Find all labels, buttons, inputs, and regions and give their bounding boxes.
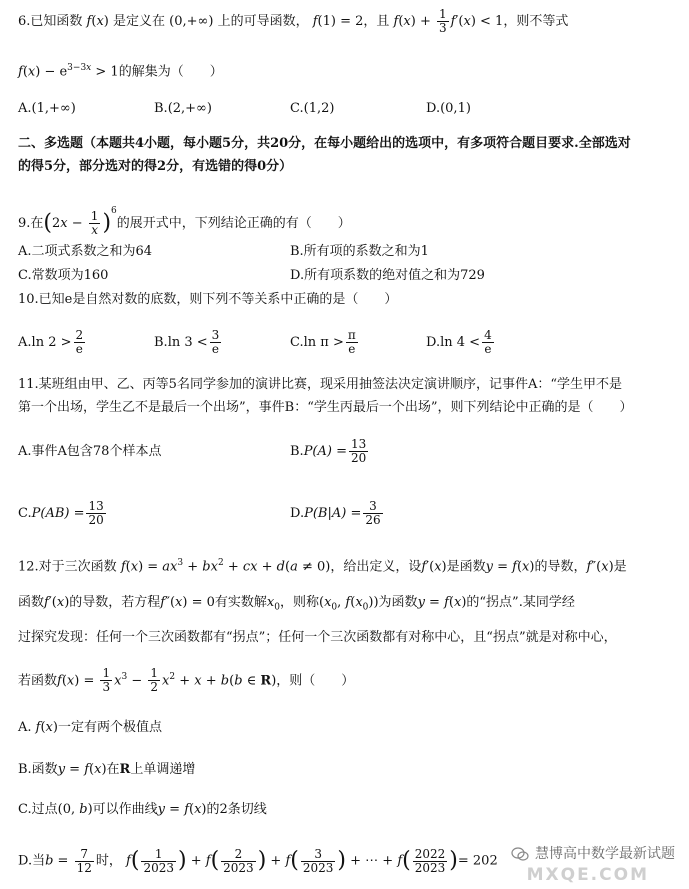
fraction-one-third: $\frac{1}{3}$: [439, 7, 447, 35]
q11-option-d[interactable]: D.P(B|A) = $\frac{3}{26}$: [290, 499, 381, 527]
q12-stem-line1: 12.对于三次函数 $f(x) = ax^3 + bx^2$ + cx + d(a ≠ 0)，给出定义，设f′(x)是函数y = f(x)的导数，f″(x)是: [18, 558, 627, 575]
q12-stem-line4: 若函数f(x) = $\frac{1}{3}$ $x^3$ − $\frac{1}{2}$ $x^2 + x + b(b$ ∈ R)，则（ ）: [18, 666, 355, 695]
q11-stem-line1: 11.某班组由甲、乙、丙等5名同学参加的演讲比赛，现采用抽签法决定演讲顺序，记事件A：“学生甲不是: [18, 377, 622, 392]
q10-options: [18, 326, 675, 362]
section2-heading-line2: 的得5分，部分选对的得2分，有选错的得0分）: [18, 159, 293, 174]
q11-options-row2: [18, 494, 675, 534]
q6-option-c[interactable]: C.(1,2): [290, 101, 335, 116]
q6-stem-line2: $f(x) - e^{3-3x} > 1$的解集为（ ）: [18, 63, 223, 80]
q11-option-c[interactable]: C.P(AB) = $\frac{13}{20}$: [18, 499, 104, 527]
q11-options-row1: [18, 432, 675, 472]
q9-option-d[interactable]: D.所有项系数的绝对值之和为729: [290, 268, 485, 283]
section2-heading-line1: 二、多选题（本题共4小题，每小题5分，共20分，在每小题给出的选项中，有多项符合题目要求.全部选对: [18, 136, 631, 151]
q11-option-a[interactable]: A.事件A包含78个样本点: [18, 444, 162, 459]
q12-option-d[interactable]: D.当b = $\frac{7}{12}$ 时， f( $\frac{1}{2023}$ ) + f( $\frac{2}{2023}$ ) + f( $\frac{3}{2023}$ ) + ⋯ + f( $\frac{2022}{2023}$ )= 202: [18, 846, 498, 875]
q12-option-b[interactable]: B.函数y = f(x)在R上单调递增: [18, 762, 196, 777]
q9-stem: 9.在(2x − $\frac{1}{x}$ )$^6$的展开式中，下列结论正确的有（ ）: [18, 206, 351, 237]
q6-option-d[interactable]: D.(0,1): [426, 101, 471, 116]
q9-options-row1: [18, 241, 675, 265]
q6-stem-line1: 6.已知函数 f(x) 是定义在 (0,+∞) 上的可导函数， f(1) = 2，且 f(x) + $\frac{1}{3}$ f′(x) < 1，则不等式: [18, 7, 569, 35]
q12-stem-line2: 函数f′(x)的导数，若方程f″(x) = 0有实数解$x_0$，则称($x_0$, $f(x_0)$)为函数y = f(x)的“拐点”.某同学经: [18, 595, 575, 613]
q10-option-c[interactable]: C.ln π > $\frac{\pi}{e}$: [290, 328, 356, 356]
wechat-icon: [511, 847, 529, 861]
q10-option-a[interactable]: A.ln 2 > $\frac{2}{e}$: [18, 328, 84, 356]
fraction-one-over-x: $\frac{1}{x}$: [90, 209, 99, 237]
q10-stem: 10.已知e是自然对数的底数，则下列不等关系中正确的是（ ）: [18, 292, 398, 307]
watermark-url: MXQE.COM: [526, 865, 649, 885]
q6-options: [18, 98, 675, 122]
q6-option-b[interactable]: B.(2,+∞): [154, 101, 212, 116]
watermark-text: 慧博高中数学最新试题: [535, 846, 675, 862]
q9-option-c[interactable]: C.常数项为160: [18, 268, 109, 283]
q12-option-a[interactable]: A. f(x)一定有两个极值点: [18, 720, 162, 735]
q9-option-a[interactable]: A.二项式系数之和为64: [18, 244, 153, 259]
q12-option-c[interactable]: C.过点(0, b)可以作曲线y = f(x)的2条切线: [18, 802, 267, 817]
q10-option-b[interactable]: B.ln 3 < $\frac{3}{e}$: [154, 328, 220, 356]
q11-option-b[interactable]: B.P(A) = $\frac{13}{20}$: [290, 437, 367, 465]
q9-option-b[interactable]: B.所有项的系数之和为1: [290, 244, 429, 259]
q11-stem-line2: 第一个出场，学生乙不是最后一个出场”，事件B：“学生丙最后一个出场”，则下列结论中正确的是（ ）: [18, 400, 633, 415]
q9-options-row2: [18, 265, 675, 289]
q6-option-a[interactable]: A.(1,+∞): [18, 101, 76, 116]
q10-option-d[interactable]: D.ln 4 < $\frac{4}{e}$: [426, 328, 492, 356]
q12-stem-line3: 过探究发现：任何一个三次函数都有“拐点”；任何一个三次函数都有对称中心，且“拐点”就是对称中心，: [18, 630, 617, 645]
